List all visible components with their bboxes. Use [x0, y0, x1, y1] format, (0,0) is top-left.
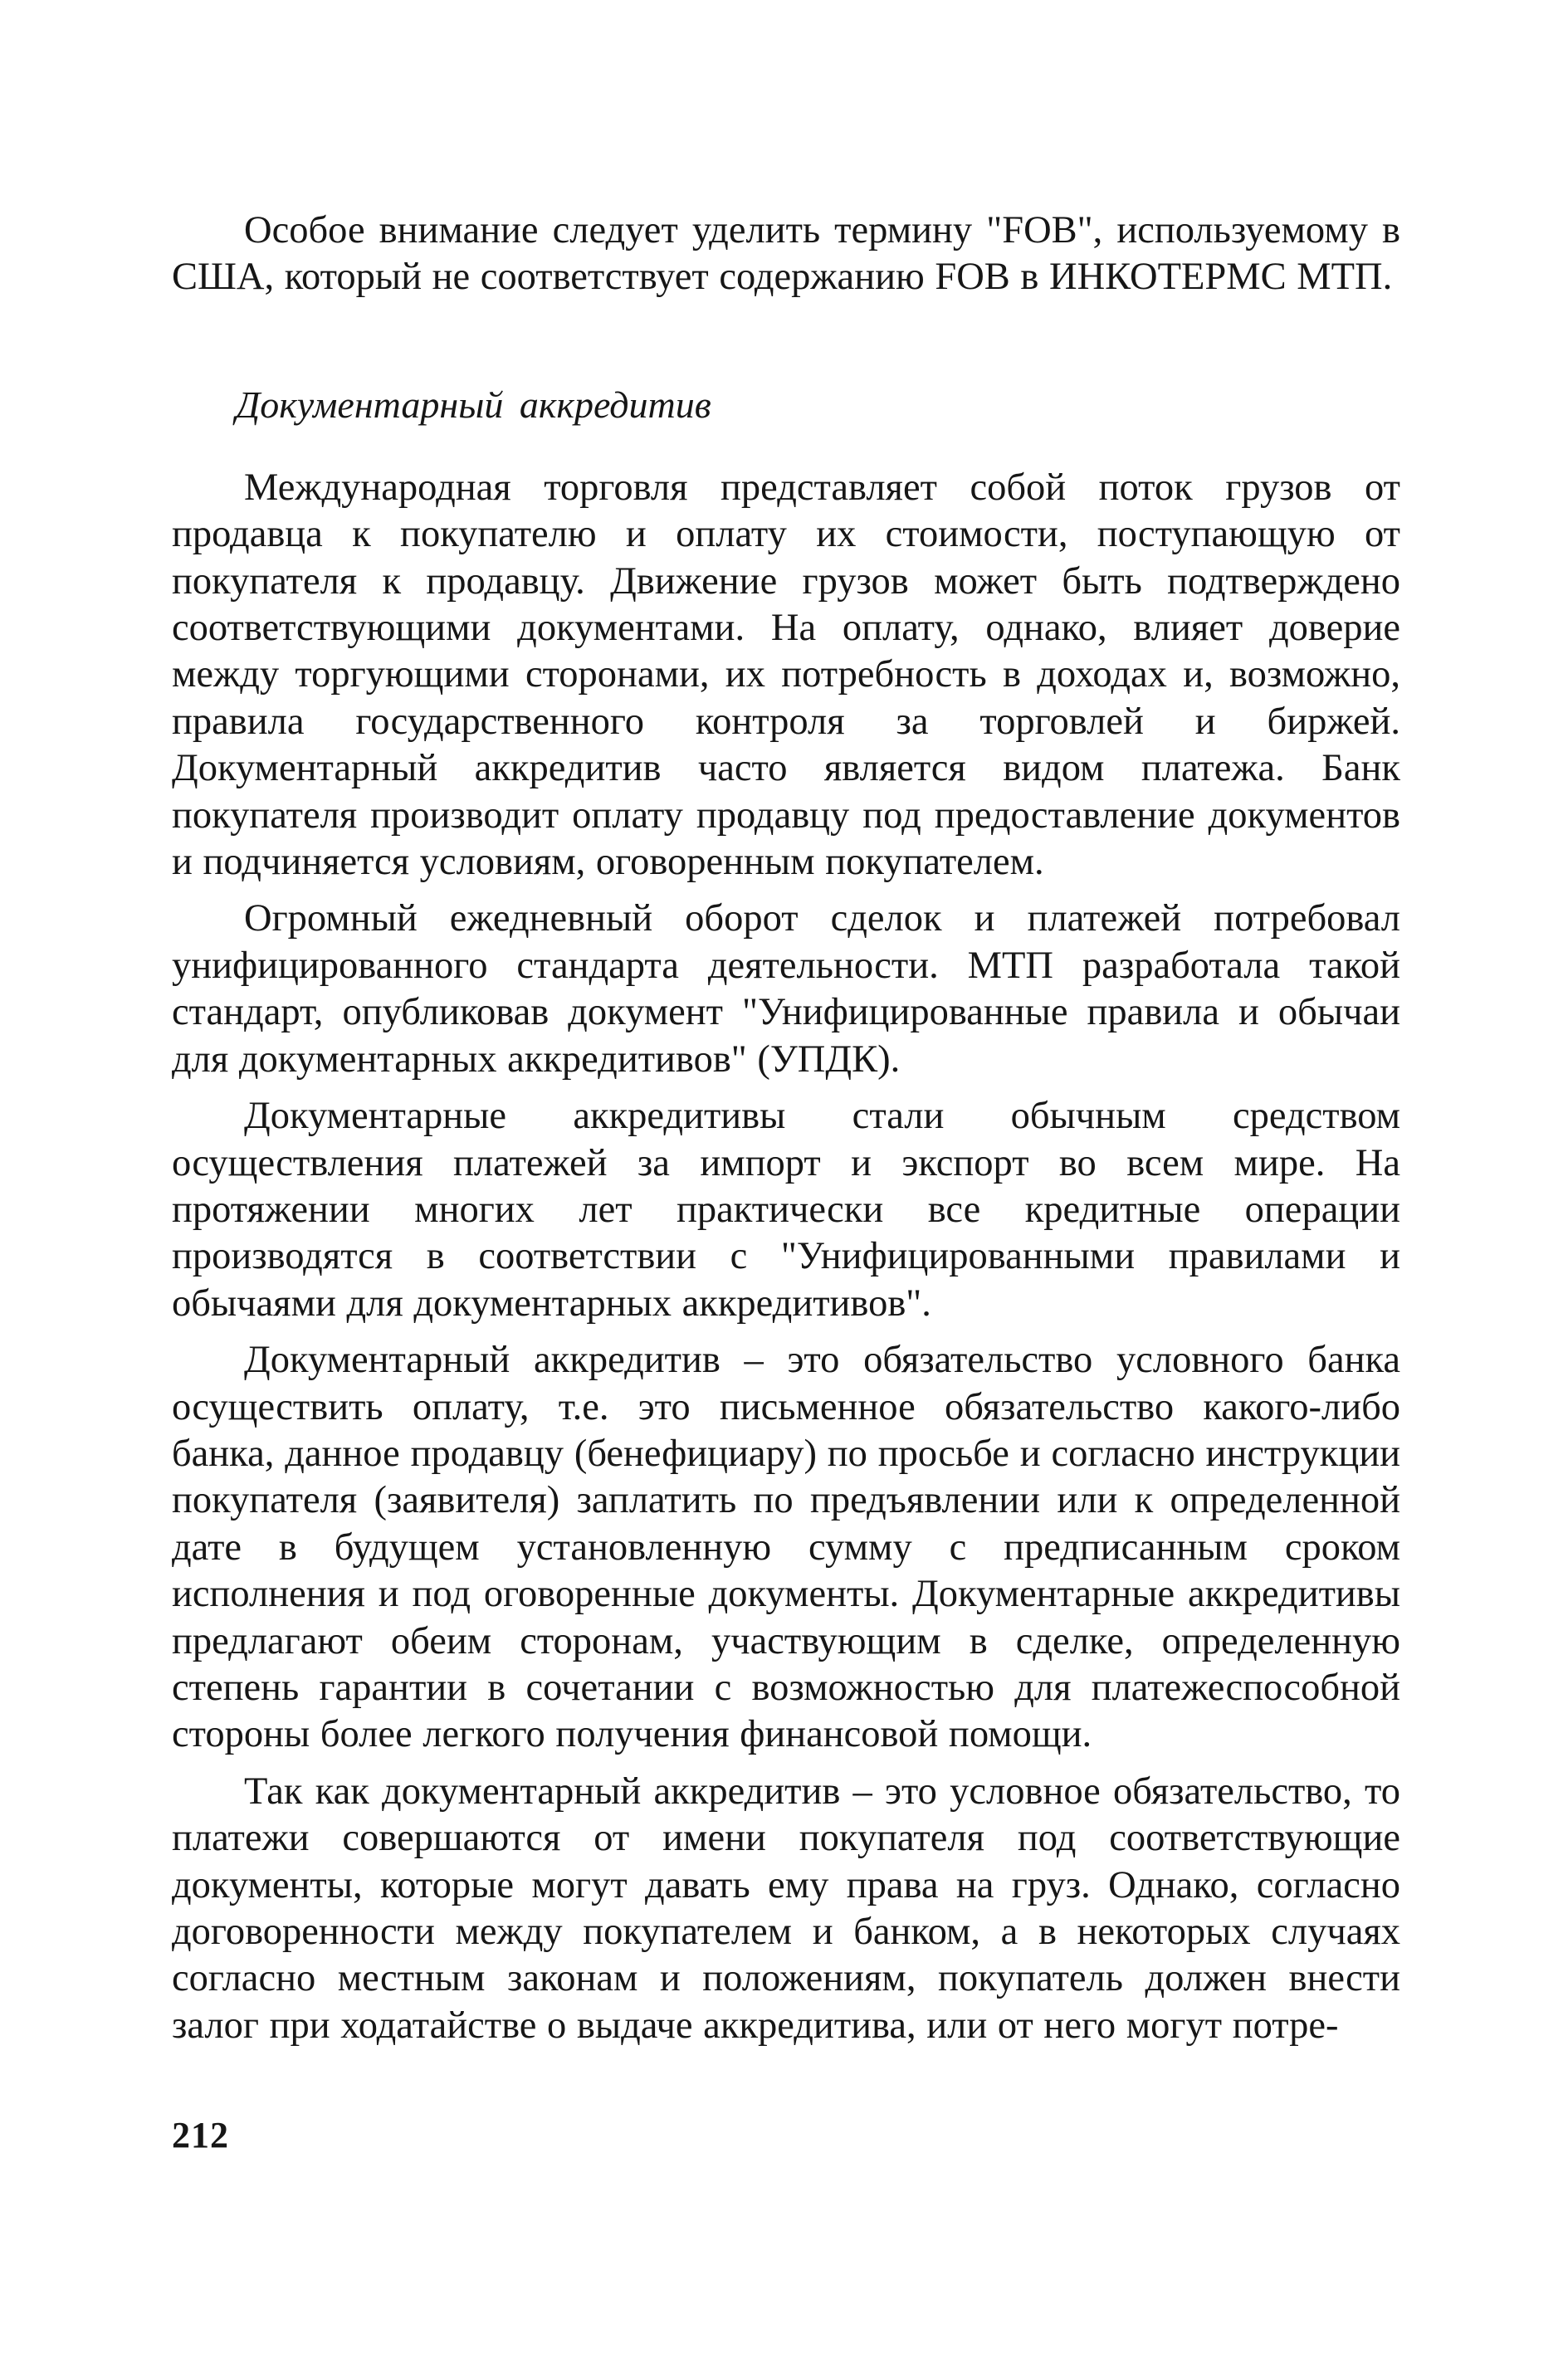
paragraph-spacer	[172, 1327, 1400, 1337]
section-spacer	[172, 428, 1400, 465]
paragraph: Так как документарный аккредитив – это условное обязательство, то платежи совершаются от имени покупателя под соответствующие документы, которые могут давать ему права на груз. Однако, согласно договоренности между покупателем и банком, а в некоторых случаях согласно местным законам и положениям, покупатель должен внести залог при ходатайстве о выдаче аккредитива, или от него могут потре-	[172, 1770, 1400, 2047]
intro-paragraph: Особое внимание следует уделить термину "FOB", используемому в США, который не соответствует содержанию FOB в ИНКОТЕРМС МТП.	[172, 209, 1400, 299]
paragraph: Документарные аккредитивы стали обычным средством осуществления платежей за импорт и экспорт во всем мире. На протяжении многих лет практически все кредитные операции производятся в соответствии с "Унифицированными правилами и обычаями для документарных аккредитивов".	[172, 1095, 1400, 1325]
paragraph-spacer	[172, 1759, 1400, 1769]
section-heading: Документарный аккредитив	[236, 383, 711, 426]
paragraph: Документарный аккредитив – это обязательство условного банка осуществить оплату, т.е. это письменное обязательство какого-либо банка, данное продавцу (бенефициару) по просьбе и согласно инструкции покупателя (заявителя) заплатить по предъявлении или к определенной дате в будущем установленную сумму с предписанным сроком исполнения и под оговоренные документы. Документарные аккредитивы предлагают обеим сторонам, участвующим в сделке, определенную степень гарантии в сочетании с возможностью для платежеспособной стороны более легкого получения финансовой помощи.	[172, 1339, 1400, 1756]
paragraph-spacer	[172, 1083, 1400, 1093]
paragraph-spacer	[172, 886, 1400, 896]
page-number: 212	[172, 2115, 229, 2155]
paragraph: Международная торговля представляет собой поток грузов от продавца к покупателю и оплату их стоимости, поступающую от покупателя к продавцу. Движение грузов может быть подтверждено соответствующими документами. На оплату, однако, влияет доверие между торгующими сторонами, их потребность в доходах и, возможно, правила государственного контроля за торговлей и биржей. Документарный аккредитив часто является видом платежа. Банк покупателя производит оплату продавцу под предоставление документов и подчиняется условиям, оговоренным покупателем.	[172, 466, 1400, 884]
paragraph: Огромный ежедневный оборот сделок и платежей потребовал унифицированного стандарта деятельности. МТП разработала такой стандарт, опубликовав документ "Унифицированные правила и обычаи для документарных аккредитивов" (УПДК).	[172, 897, 1400, 1081]
page-body	[172, 207, 1400, 2049]
